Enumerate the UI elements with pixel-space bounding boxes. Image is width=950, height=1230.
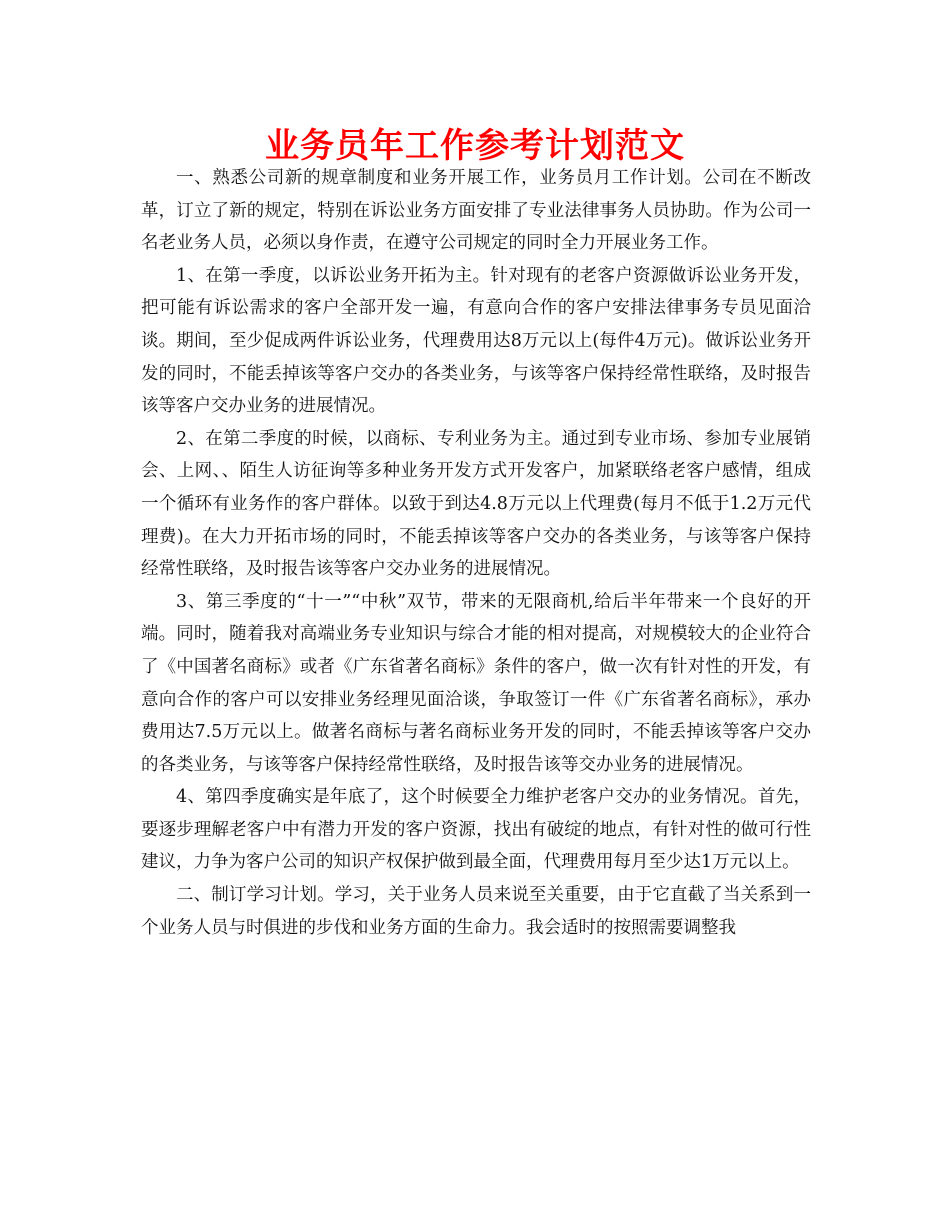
paragraph-q3: 3、第三季度的“十一”“中秋”双节，带来的无限商机,给后半年带来一个良好的开端。同时，随着我对高端业务专业知识与综合才能的相对提高，对规模较大的企业符合了《中国著名商标》或者《广东省著名商标》条件的客户，做一次有针对性的开发，有意向合作的客户可以安排业务经理见面洽谈，争取签订一件《广东省著名商标》，承办费用达7.5万元以上。做著名商标与著名商标业务开发的同时，不能丢掉该等客户交办的各类业务，与该等客户保持经常性联络，及时报告该等交办业务的进展情况。 — [141, 591, 811, 775]
paragraph-study-plan: 二、制订学习计划。学习，关于业务人员来说至关重要，由于它直截了当关系到一个业务人员与时俱进的步伐和业务方面的生命力。我会适时的按照需要调整我 — [141, 885, 811, 938]
paragraph-q1: 1、在第一季度，以诉讼业务开拓为主。针对现有的老客户资源做诉讼业务开发，把可能有诉讼需求的客户全部开发一遍，有意向合作的客户安排法律事务专员见面洽谈。期间，至少促成两件诉讼业务，代理费用达8万元以上(每件4万元)。做诉讼业务开发的同时，不能丢掉该等客户交办的各类业务，与该等客户保持经常性联络，及时报告该等客户交办业务的进展情况。 — [141, 265, 811, 417]
paragraph-q2: 2、在第二季度的时候，以商标、专利业务为主。通过到专业市场、参加专业展销会、上网、、陌生人访征询等多种业务开发方式开发客户，加紧联络老客户感情，组成一个循环有业务作的客户群体。以致于到达4.8万元以上代理费(每月不低于1.2万元代理费)。在大力开拓市场的同时，不能丢掉该等客户交办的各类业务，与该等客户保持经常性联络，及时报告该等客户交办业务的进展情况。 — [141, 428, 811, 580]
document-title: 业务员年工作参考计划范文 — [265, 126, 685, 166]
paragraph-intro: 一、熟悉公司新的规章制度和业务开展工作，业务员月工作计划。公司在不断改革，订立了新的规定，特别在诉讼业务方面安排了专业法律事务人员协助。作为公司一名老业务人员，必须以身作责，在遵守公司规定的同时全力开展业务工作。 — [141, 168, 811, 254]
document-body — [141, 162, 811, 944]
paragraph-q4: 4、第四季度确实是年底了，这个时候要全力维护老客户交办的业务情况。首先，要逐步理解老客户中有潜力开发的客户资源，找出有破绽的地点，有针对性的做可行性建议，力争为客户公司的知识产权保护做到最全面，代理费用每月至少达1万元以上。 — [141, 787, 811, 873]
